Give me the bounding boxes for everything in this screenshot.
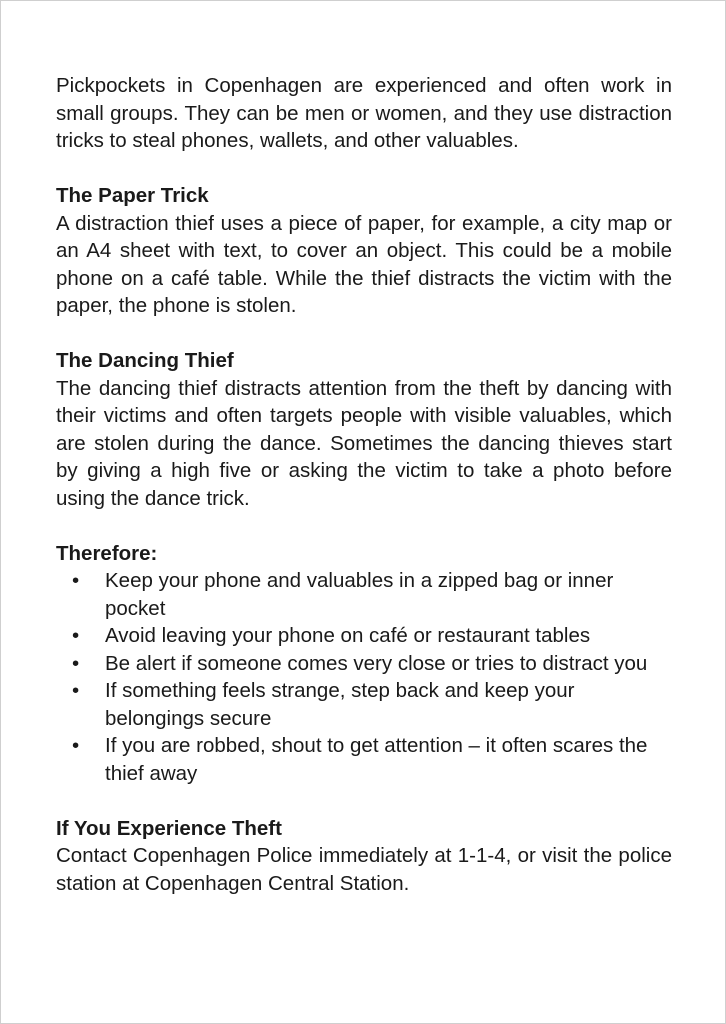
section-heading: Therefore: [56,541,158,565]
section-therefore [56,540,672,788]
list-item-text: Keep your phone and valuables in a zipped bag or inner pocket [105,569,614,620]
advice-list [56,567,672,787]
list-item-text: Be alert if someone comes very close or tries to distract you [105,651,648,675]
list-item [56,622,672,650]
section-body: The dancing thief distracts attention from the theft by dancing with their victims and often targets people with visible valuables, which are stolen during the dance. Sometimes the dancing thieves start by giving a high five or asking the victim to take a photo before using the dance trick. [56,376,672,510]
section-paper-trick [56,182,672,320]
document-content [56,72,672,897]
section-dancing-thief [56,347,672,512]
list-item [56,732,672,787]
bullet-icon: • [72,734,80,757]
list-item [56,567,672,622]
list-item-text: If you are robbed, shout to get attention – it often scares the thief away [105,734,648,785]
list-item [56,650,672,678]
bullet-icon: • [72,624,80,647]
section-heading: The Paper Trick [56,184,209,207]
section-heading: The Dancing Thief [56,349,234,372]
section-body: Contact Copenhagen Police immediately at 1-1-4, or visit the police station at Copenhagen Central Station. [56,844,672,895]
list-item-text: Avoid leaving your phone on café or restaurant tables [105,624,591,647]
list-item [56,677,672,732]
list-item-text: If something feels strange, step back and keep your belongings secure [105,679,575,730]
section-heading: If You Experience Theft [56,816,282,840]
section-body: A distraction thief uses a piece of paper, for example, a city map or an A4 sheet with text, to cover an object. This could be a mobile phone on a café table. While the thief distracts the victim with the paper, the phone is stolen. [56,211,672,317]
section-theft [56,815,672,898]
bullet-icon: • [72,651,80,675]
bullet-icon: • [72,569,80,592]
bullet-icon: • [72,679,80,702]
intro-paragraph: Pickpockets in Copenhagen are experienced and often work in small groups. They can be men or women, and they use distraction tricks to steal phones, wallets, and other valuables. [56,74,672,152]
